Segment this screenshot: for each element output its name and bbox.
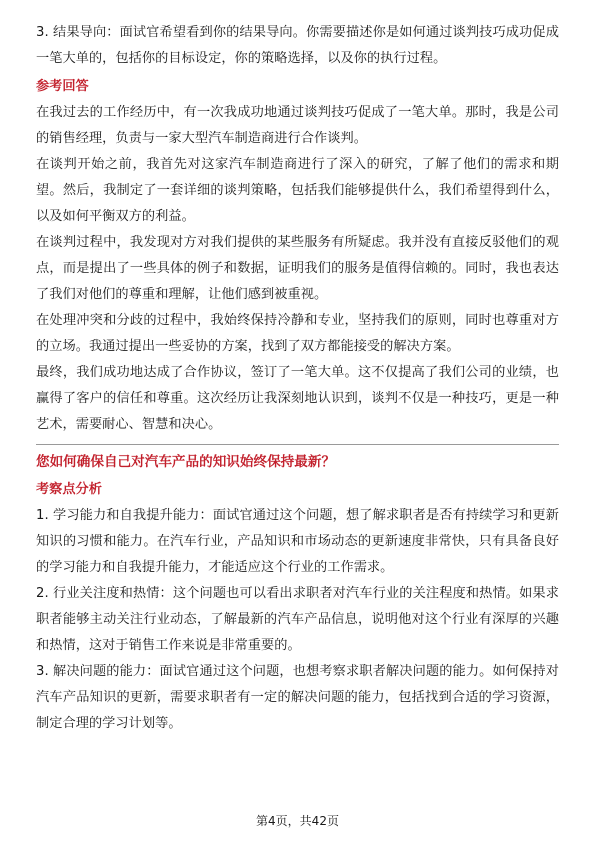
analysis-heading: 考察点分析	[36, 482, 102, 497]
analysis-point: 2. 行业关注度和热情：这个问题也可以看出求职者对汽车行业的关注程度和热情。如果求职者能够主动关注行业动态，了解最新的汽车产品信息，说明他对这个行业有深厚的兴趣和热情，这对于销售工作来说是非常重要的。	[36, 586, 559, 653]
section-divider	[36, 444, 559, 445]
answer-paragraph: 在谈判开始之前，我首先对这家汽车制造商进行了深入的研究，了解了他们的需求和期望。然后，我制定了一套详细的谈判策略，包括我们能够提供什么，我们希望得到什么，以及如何平衡双方的利益。	[36, 157, 559, 224]
result-orientation-point: 3. 结果导向：面试官希望看到你的结果导向。你需要描述你是如何通过谈判技巧成功促成一笔大单的，包括你的目标设定，你的策略选择，以及你的执行过程。	[36, 25, 559, 66]
answer-paragraph: 在我过去的工作经历中，有一次我成功地通过谈判技巧促成了一笔大单。那时，我是公司的销售经理，负责与一家大型汽车制造商进行合作谈判。	[36, 105, 559, 146]
answer-paragraph: 在谈判过程中，我发现对方对我们提供的某些服务有所疑虑。我并没有直接反驳他们的观点，而是提出了一些具体的例子和数据，证明我们的服务是值得信赖的。同时，我也表达了我们对他们的尊重和理解，让他们感到被重视。	[36, 235, 559, 302]
answer-paragraph: 最终，我们成功地达成了合作协议，签订了一笔大单。这不仅提高了我们公司的业绩，也赢得了客户的信任和尊重。这次经历让我深刻地认识到，谈判不仅是一种技巧，更是一种艺术，需要耐心、智慧和决心。	[36, 365, 559, 432]
reference-answer-heading: 参考回答	[36, 79, 89, 94]
answer-paragraph: 在处理冲突和分歧的过程中，我始终保持冷静和专业，坚持我们的原则，同时也尊重对方的立场。我通过提出一些妥协的方案，找到了双方都能接受的解决方案。	[36, 313, 559, 354]
question-heading: 您如何确保自己对汽车产品的知识始终保持最新？	[36, 454, 336, 470]
page-number: 第4页，共42页	[256, 814, 339, 828]
analysis-point: 1. 学习能力和自我提升能力：面试官通过这个问题，想了解求职者是否有持续学习和更新知识的习惯和能力。在汽车行业，产品知识和市场动态的更新速度非常快，只有具备良好的学习能力和自我提升能力，才能适应这个行业的工作需求。	[36, 508, 559, 575]
document-body	[36, 20, 559, 737]
analysis-point: 3. 解决问题的能力：面试官通过这个问题，也想考察求职者解决问题的能力。如何保持对汽车产品知识的更新，需要求职者有一定的解决问题的能力，包括找到合适的学习资源，制定合理的学习计划等。	[36, 664, 559, 731]
